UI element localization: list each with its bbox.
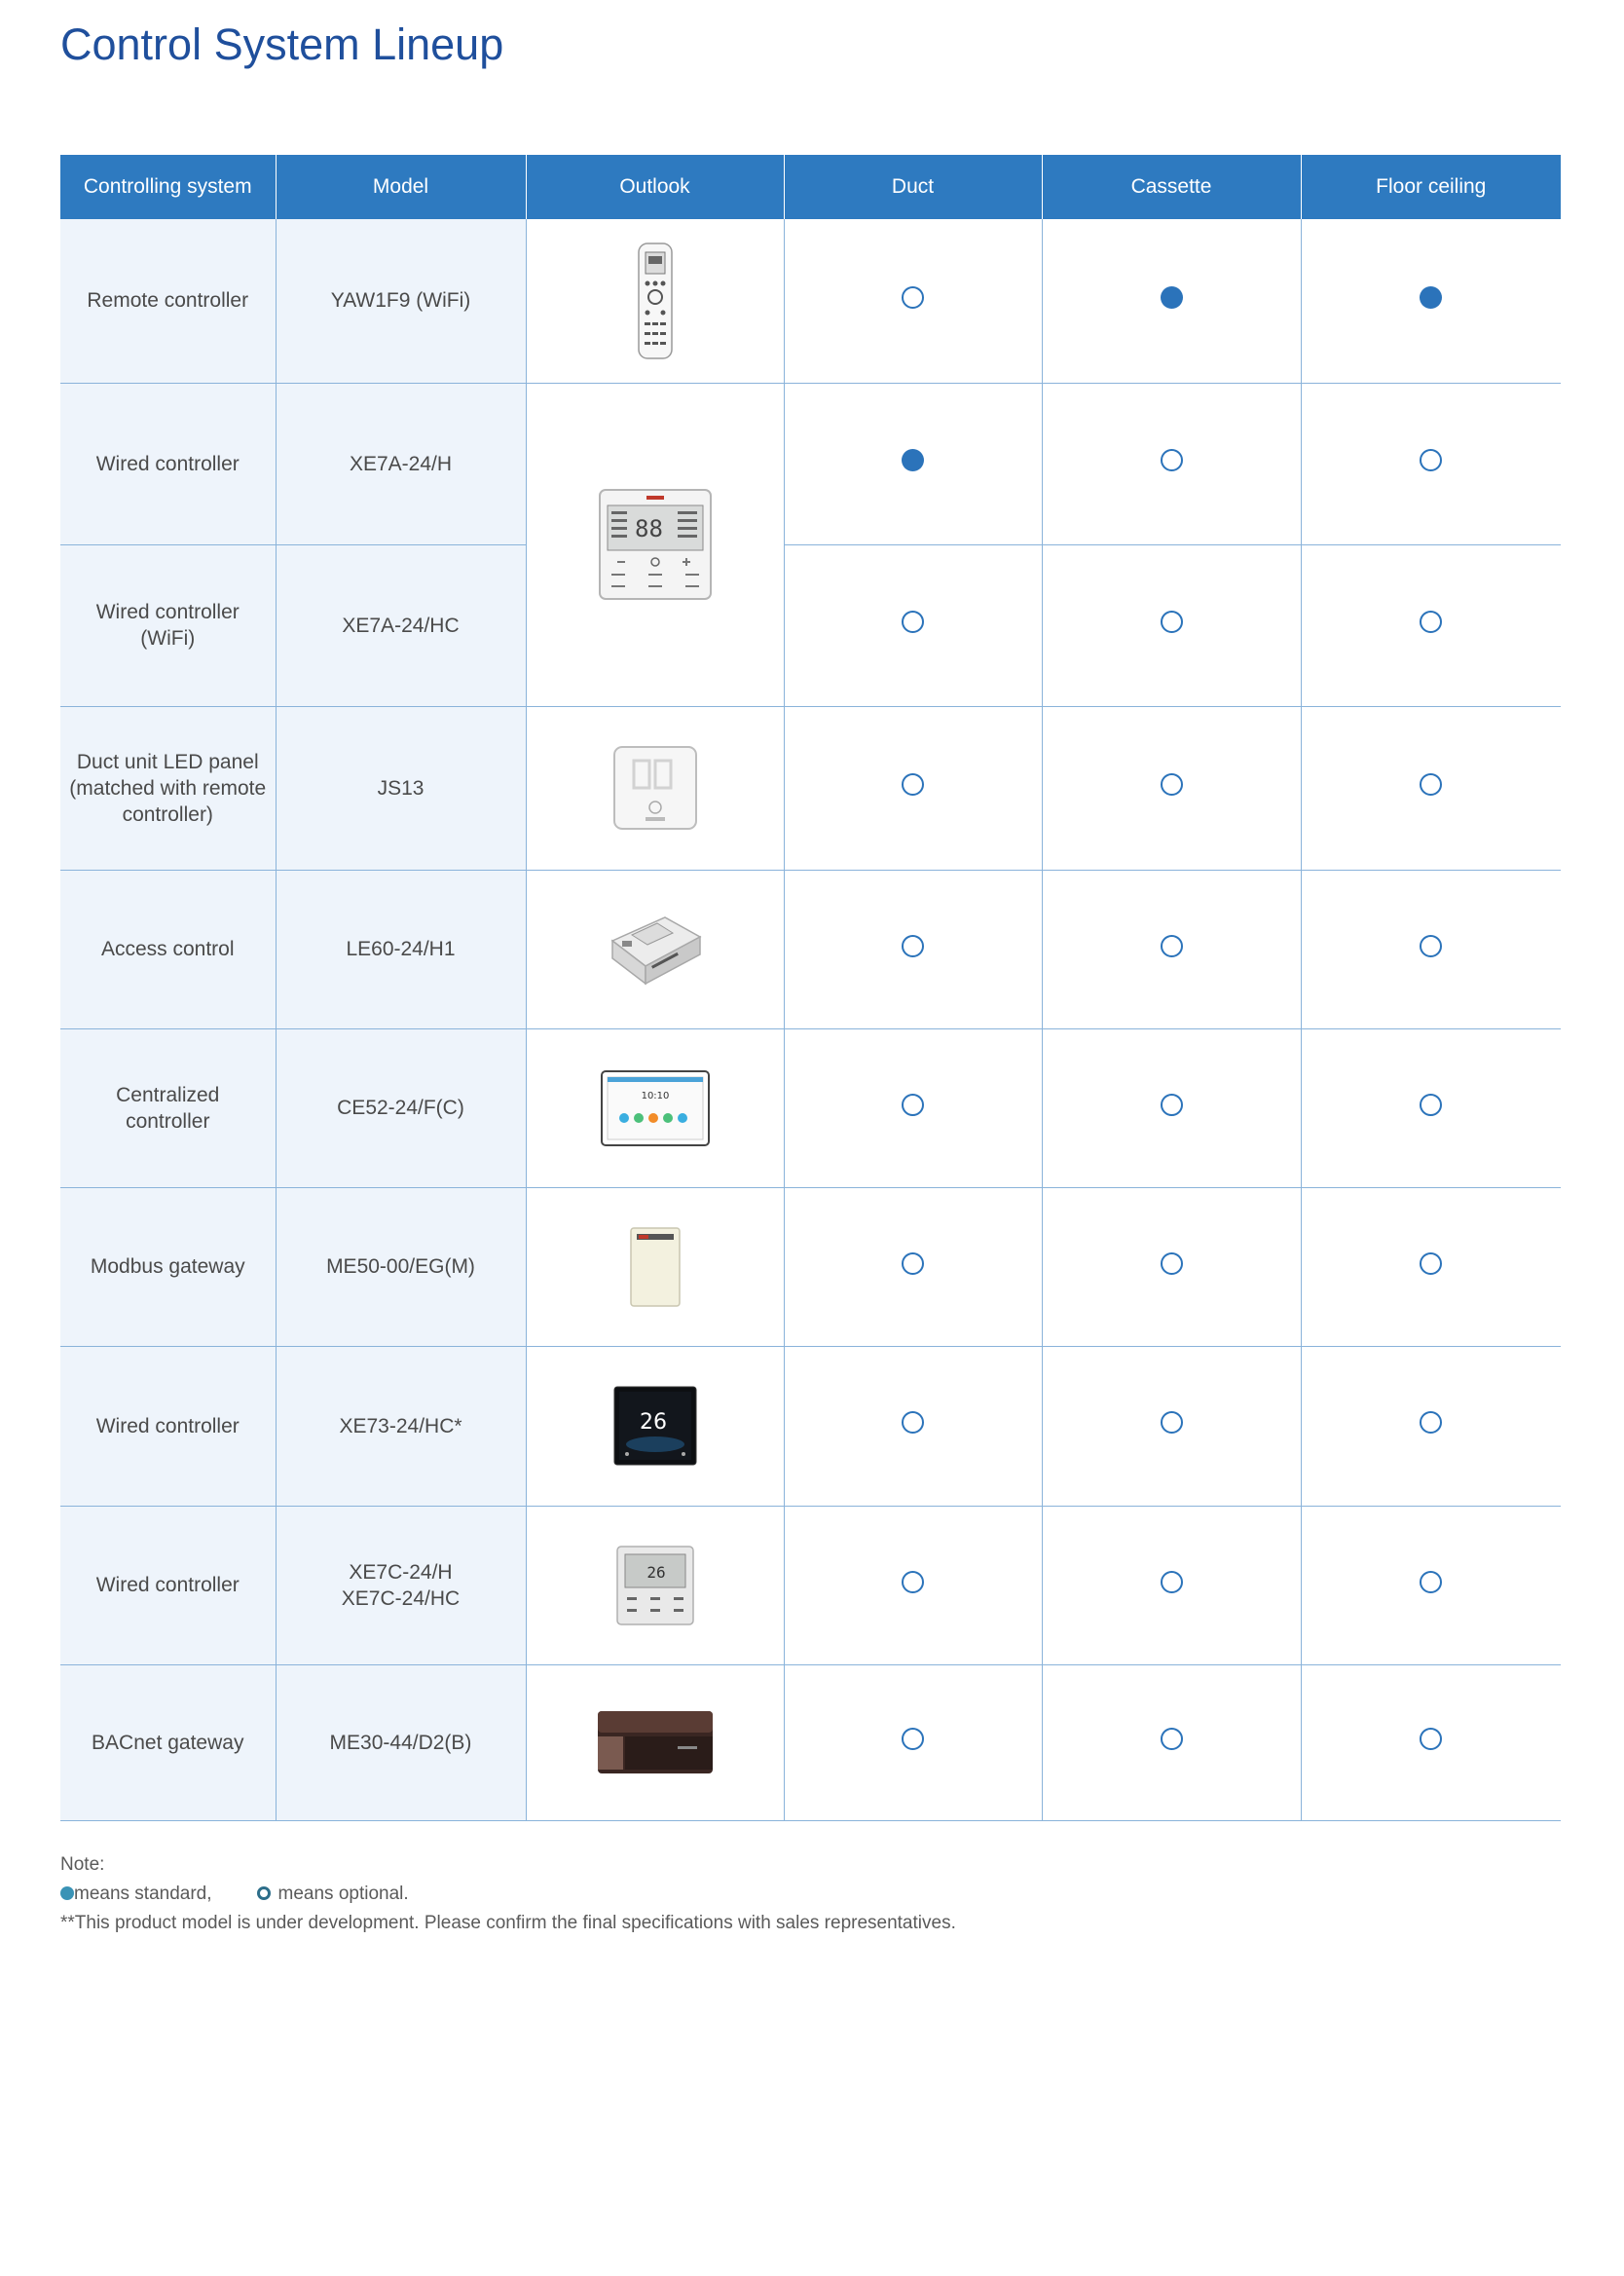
cassette-indicator [1161,449,1183,471]
system-label: Access control [100,938,235,960]
wired-controller-xe7c-image [615,1545,695,1626]
floor-ceiling-cell [1301,1346,1561,1506]
model-cell [276,219,526,383]
header-cassette: Cassette [1042,155,1301,219]
model-label: YAW1F9 (WiFi) [330,289,471,313]
system-label: Wired controller [95,1574,240,1596]
note-heading: Note: [60,1854,105,1875]
outlook-cell [526,1664,784,1820]
model-cell [276,1346,526,1506]
floor-ceiling-indicator [1420,1728,1442,1750]
table-row [60,1187,1561,1346]
duct-cell [784,706,1042,870]
duct-cell [784,1506,1042,1664]
outlook-cell [526,219,784,383]
cassette-cell [1042,219,1301,383]
model-cell [276,1664,526,1820]
duct-indicator [902,1252,924,1275]
model-cell [276,870,526,1028]
system-cell [60,1187,276,1346]
floor-ceiling-cell [1301,870,1561,1028]
outlook-cell [526,383,784,706]
header-duct: Duct [784,155,1042,219]
system-cell [60,219,276,383]
wired7c-temp: 26 [646,1562,666,1582]
table-row [60,1506,1561,1664]
cassette-indicator [1161,611,1183,633]
header-row [60,155,1561,219]
duct-indicator [902,449,924,471]
cassette-indicator [1161,1252,1183,1275]
system-cell [60,1028,276,1187]
duct-indicator [902,286,924,309]
cassette-indicator [1161,1094,1183,1116]
table-row [60,383,1561,544]
system-cell [60,1506,276,1664]
model-cell [276,383,526,544]
system-cell [60,870,276,1028]
centralized-time: 10:10 [641,1090,669,1101]
model-label: ME50-00/EG(M) [326,1255,475,1278]
floor-ceiling-cell [1301,706,1561,870]
model-label: ME30-44/D2(B) [329,1731,472,1754]
model-label: CE52-24/F(C) [337,1097,464,1119]
floor-ceiling-indicator [1420,286,1442,309]
floor-ceiling-cell [1301,1664,1561,1820]
table-row [60,1028,1561,1187]
duct-cell [784,1664,1042,1820]
system-cell [60,544,276,706]
touch-controller-image [613,1386,697,1466]
duct-indicator [902,1411,924,1434]
wired-controller-xe7a-image [598,488,713,601]
system-label: Centralized controller [116,1083,220,1133]
led-panel-image [612,745,698,831]
model-cell [276,1506,526,1664]
duct-cell [784,1187,1042,1346]
standard-legend-icon [60,1886,74,1900]
centralized-controller-image [600,1069,711,1147]
duct-indicator [902,1571,924,1593]
duct-cell [784,383,1042,544]
floor-ceiling-indicator [1420,935,1442,957]
cassette-indicator [1161,1728,1183,1750]
model-label: XE7A-24/H [349,452,453,475]
floor-ceiling-indicator [1420,449,1442,471]
outlook-cell [526,1506,784,1664]
floor-ceiling-indicator [1420,1571,1442,1593]
table-row [60,544,1561,706]
system-cell [60,706,276,870]
floor-ceiling-cell [1301,1028,1561,1187]
outlook-cell [526,1028,784,1187]
optional-legend-icon [257,1886,271,1900]
cassette-cell [1042,544,1301,706]
model-cell [276,1187,526,1346]
legend-row [60,1880,956,1909]
duct-indicator [902,1728,924,1750]
duct-cell [784,219,1042,383]
notes [60,1850,956,1938]
standard-legend-label: means standard, [74,1884,212,1904]
model-label: LE60-24/H1 [346,938,456,960]
floor-ceiling-indicator [1420,773,1442,796]
cassette-cell [1042,1028,1301,1187]
cassette-cell [1042,870,1301,1028]
floor-ceiling-cell [1301,219,1561,383]
model-cell [276,544,526,706]
cassette-cell [1042,1187,1301,1346]
system-label: Wired controller (WiFi) [95,601,240,650]
floor-ceiling-indicator [1420,611,1442,633]
lcd-digits: 88 [634,515,663,542]
modbus-gateway-image [629,1226,682,1308]
model-label: JS13 [377,776,424,800]
model-label: XE73-24/HC* [339,1414,462,1437]
floor-ceiling-indicator [1420,1252,1442,1275]
model-cell [276,1028,526,1187]
table-row [60,706,1561,870]
duct-cell [784,544,1042,706]
header-outlook: Outlook [526,155,784,219]
disclaimer: **This product model is under development. Please confirm the final specifications with sales representatives. [60,1913,956,1933]
lineup-table [60,155,1561,1821]
access-control-image [607,912,704,988]
table-row [60,1346,1561,1506]
floor-ceiling-cell [1301,383,1561,544]
model-label: XE7A-24/HC [342,614,460,637]
duct-indicator [902,935,924,957]
header-floor-ceiling: Floor ceiling [1301,155,1561,219]
optional-legend-label: means optional. [277,1884,409,1904]
duct-indicator [902,611,924,633]
duct-cell [784,1346,1042,1506]
system-label: Wired controller [95,1414,240,1437]
page-title: Control System Lineup [60,19,504,69]
outlook-cell [526,870,784,1028]
system-label: Remote controller [87,289,249,313]
duct-indicator [902,773,924,796]
cassette-cell [1042,706,1301,870]
remote-controller-image [636,243,675,359]
duct-cell [784,870,1042,1028]
outlook-cell [526,1346,784,1506]
duct-indicator [902,1094,924,1116]
cassette-cell [1042,383,1301,544]
floor-ceiling-cell [1301,544,1561,706]
system-label: BACnet gateway [92,1731,244,1754]
cassette-indicator [1161,773,1183,796]
cassette-indicator [1161,1411,1183,1434]
cassette-indicator [1161,286,1183,309]
model-cell [276,706,526,870]
system-label: Wired controller [95,452,240,475]
system-label: Duct unit LED panel (matched with remote controller) [69,750,267,826]
floor-ceiling-indicator [1420,1411,1442,1434]
header-controlling-system: Controlling system [60,155,276,219]
cassette-indicator [1161,1571,1183,1593]
floor-ceiling-cell [1301,1187,1561,1346]
cassette-cell [1042,1346,1301,1506]
touch-temp: 26 [639,1410,667,1435]
cassette-cell [1042,1506,1301,1664]
duct-cell [784,1028,1042,1187]
table-row [60,1664,1561,1820]
system-cell [60,1346,276,1506]
floor-ceiling-indicator [1420,1094,1442,1116]
system-label: Modbus gateway [90,1255,245,1278]
header-model: Model [276,155,526,219]
system-cell [60,1664,276,1820]
bacnet-gateway-image [596,1707,715,1777]
cassette-indicator [1161,935,1183,957]
cassette-cell [1042,1664,1301,1820]
outlook-cell [526,706,784,870]
system-cell [60,383,276,544]
floor-ceiling-cell [1301,1506,1561,1664]
model-label: XE7C-24/H XE7C-24/HC [341,1560,461,1610]
outlook-cell [526,1187,784,1346]
table-row [60,870,1561,1028]
table-row [60,219,1561,383]
